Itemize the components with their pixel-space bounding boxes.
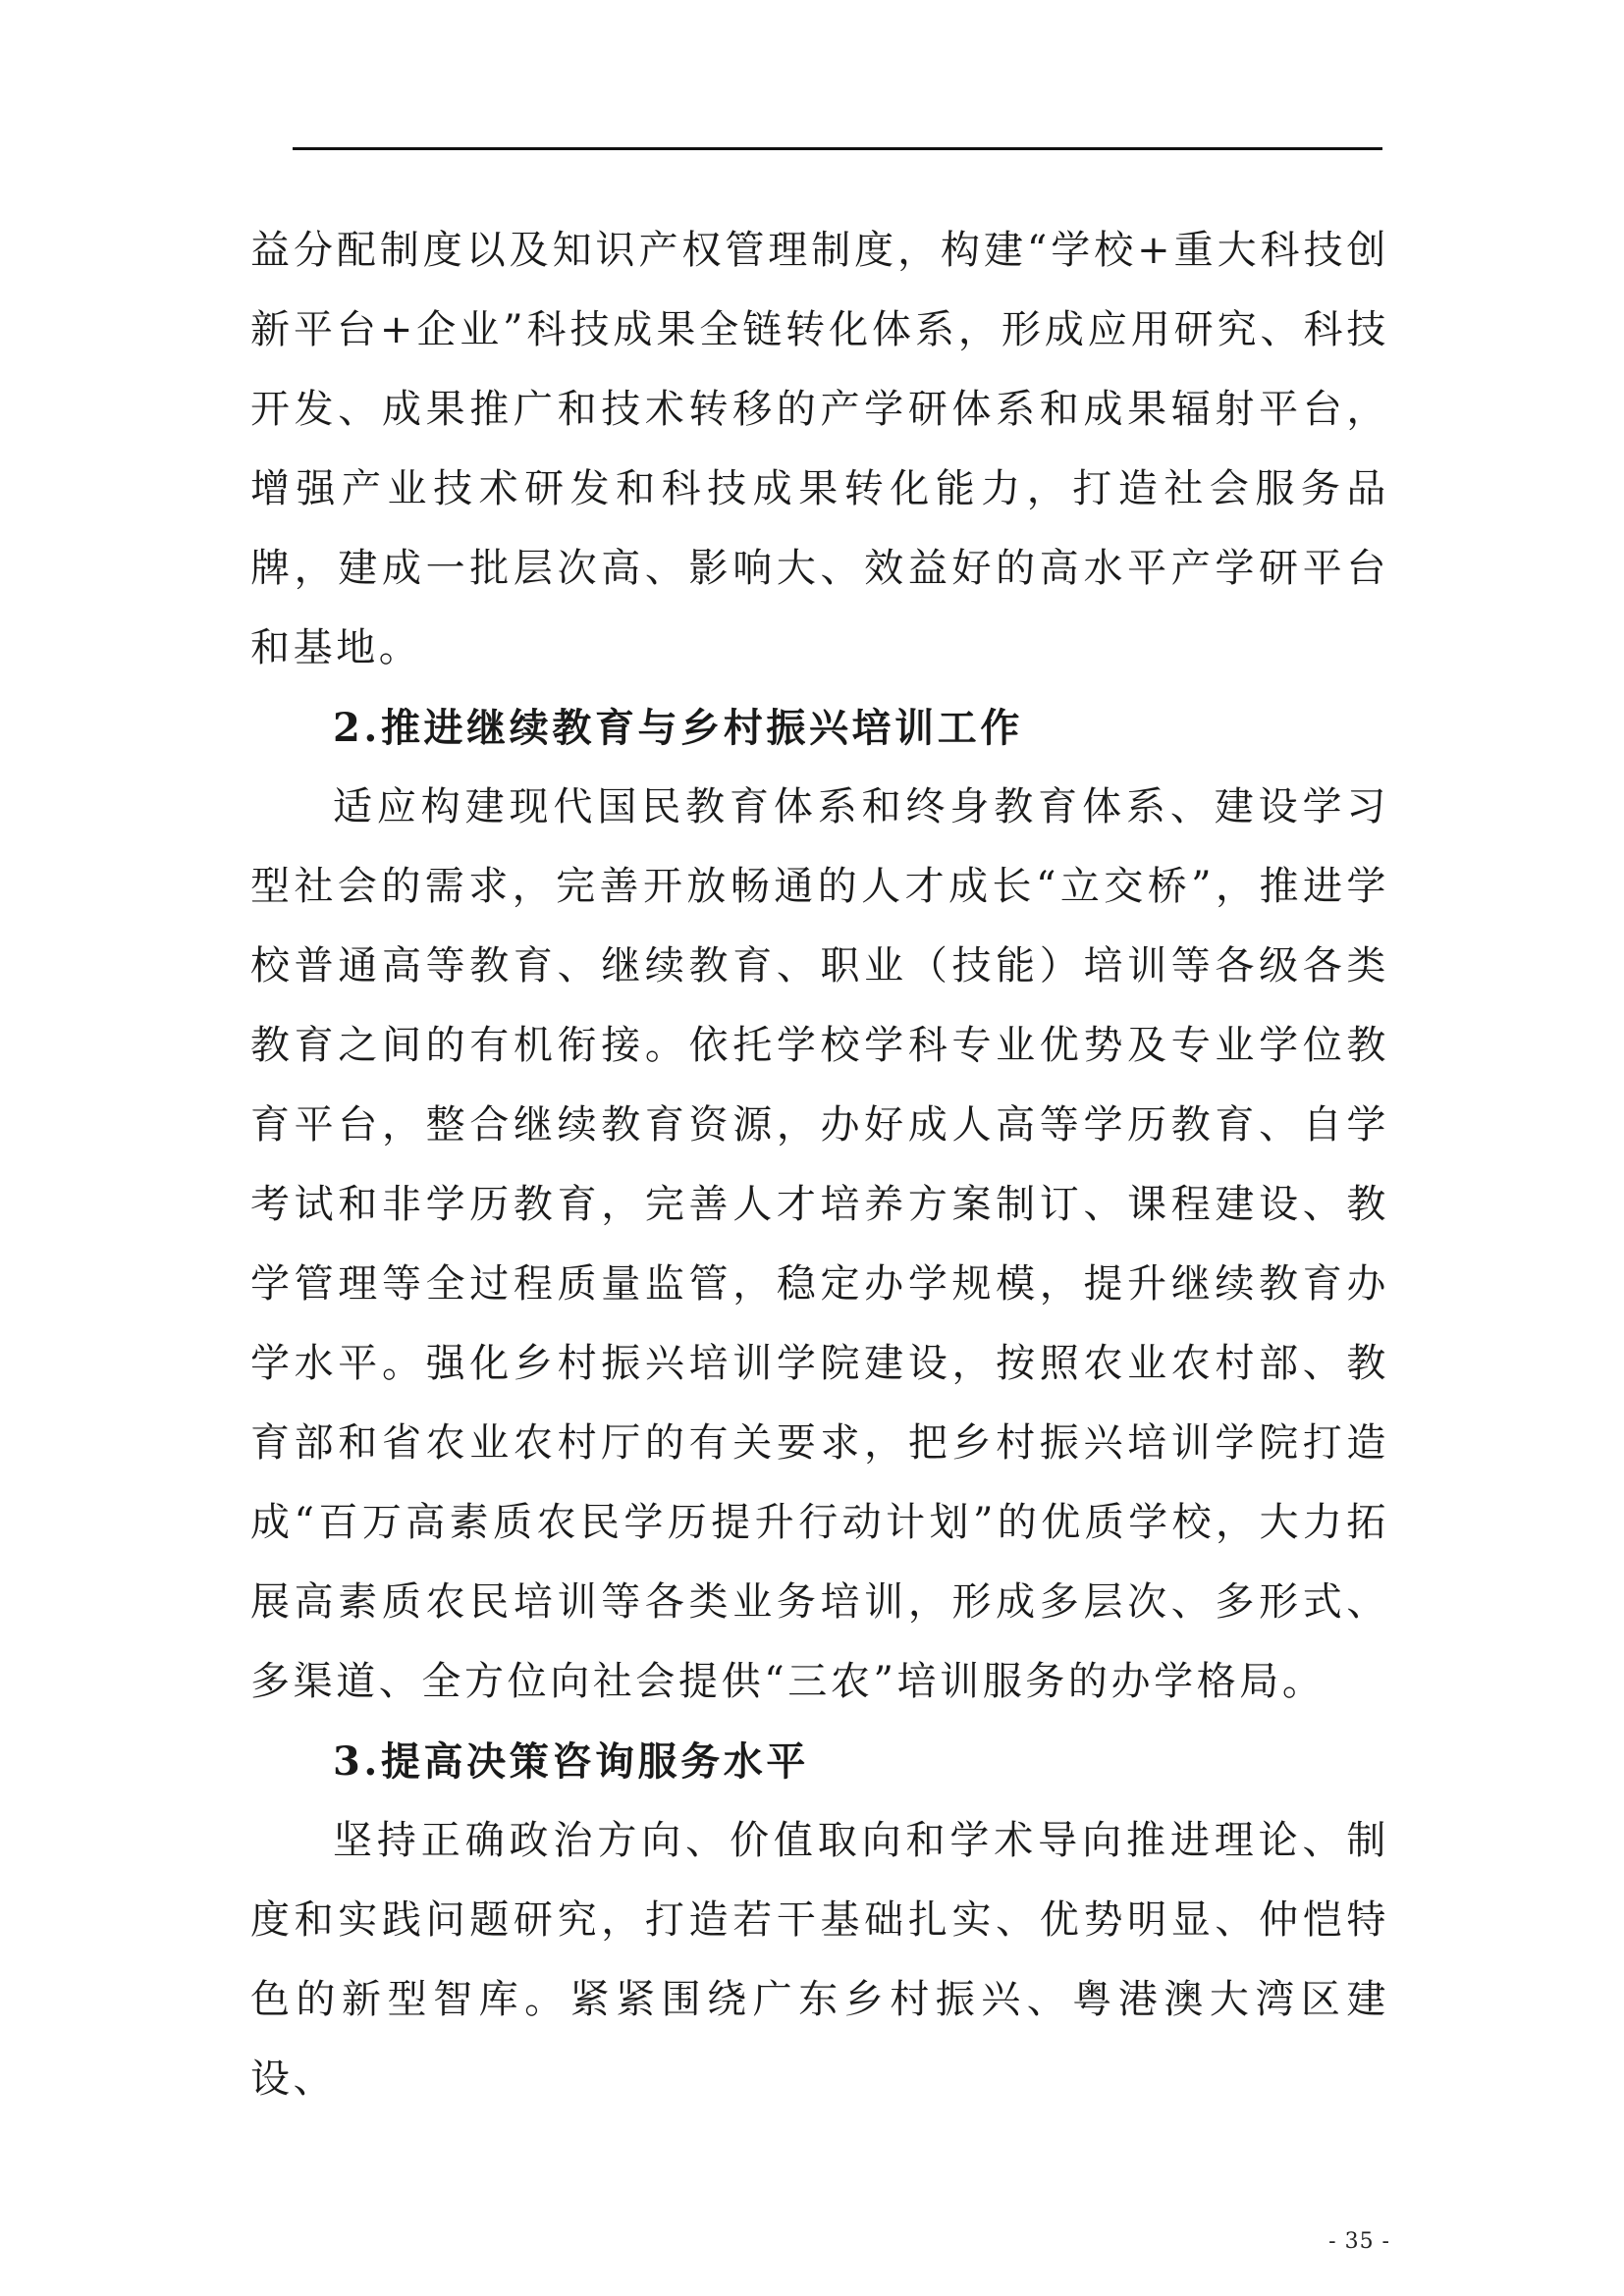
paragraph-continuing-education: 适应构建现代国民教育体系和终身教育体系、建设学习型社会的需求，完善开放畅通的人才成长“立交桥”，推进学校普通高等教育、继续教育、职业（技能）培训等各级各类教育之间的有机衔接。依托学校学科专业优势及专业学位教育平台，整合继续教育资源，办好成人高等学历教育、自学考试和非学历教育，完善人才培养方案制订、课程建设、教学管理等全过程质量监管，稳定办学规模，提升继续教育办学水平。强化乡村振兴培训学院建设，按照农业农村部、教育部和省农业农村厅的有关要求，把乡村振兴培训学院打造成“百万高素质农民学历提升行动计划”的优质学校，大力拓展高素质农民培训等各类业务培训，形成多层次、多形式、多渠道、全方位向社会提供“三农”培训服务的办学格局。 bbox=[250, 784, 1389, 1704]
section-heading-3: 3.提高决策咨询服务水平 bbox=[333, 1738, 809, 1785]
header-rule bbox=[293, 147, 1382, 150]
paragraph-continued: 益分配制度以及知识产权管理制度，构建“学校+重大科技创新平台+企业”科技成果全链转化体系，形成应用研究、科技开发、成果推广和技术转移的产学研体系和成果辐射平台，增强产业技术研发和科技成果转化能力，打造社会服务品牌，建成一批层次高、影响大、效益好的高水平产学研平台和基地。 bbox=[250, 228, 1389, 670]
paragraph-decision-consulting: 坚持正确政治方向、价值取向和学术导向推进理论、制度和实践问题研究，打造若干基础扎实、优势明显、仲恺特色的新型智库。紧紧围绕广东乡村振兴、粤港澳大湾区建设、 bbox=[250, 1818, 1389, 2102]
section-heading-2: 2.推进继续教育与乡村振兴培训工作 bbox=[333, 705, 1023, 751]
page-number: - 35 - bbox=[1328, 2229, 1390, 2254]
document-body bbox=[250, 211, 1389, 2119]
